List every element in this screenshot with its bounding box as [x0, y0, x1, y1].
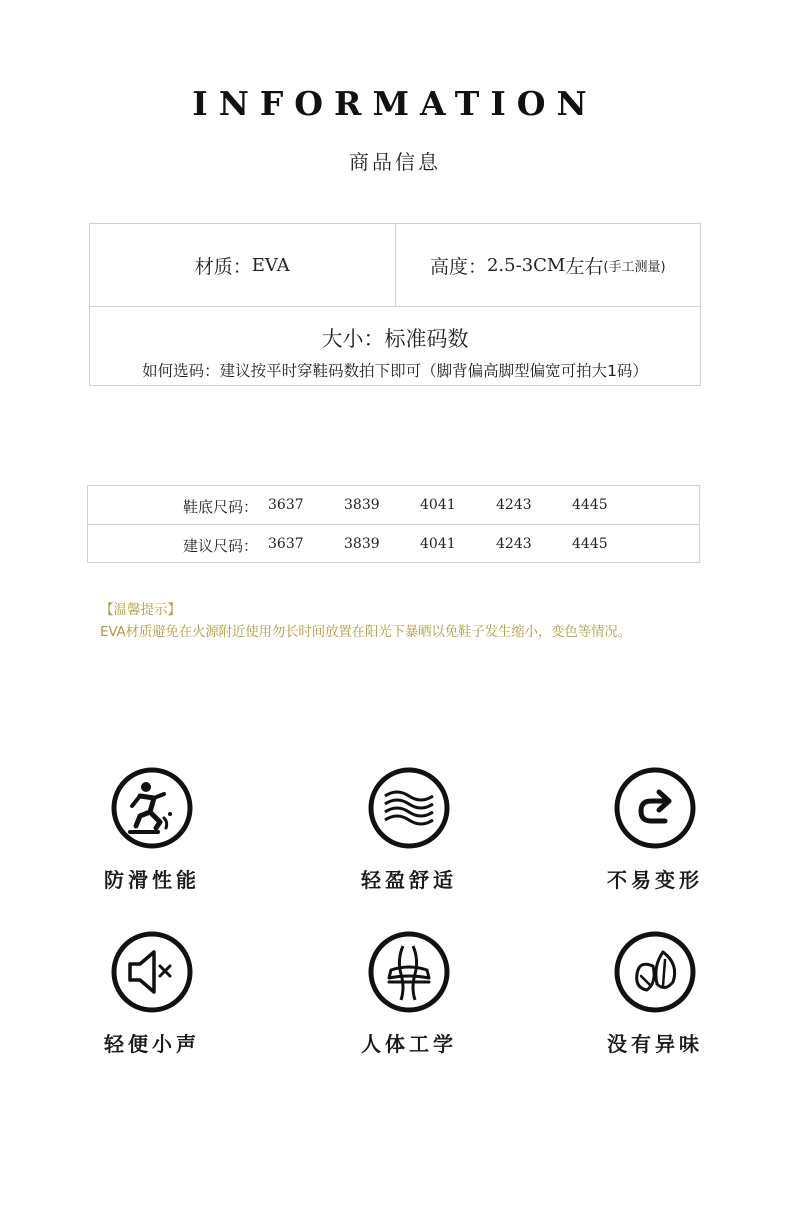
tip-text: EVA材质避免在火源附近使用勿长时间放置在阳光下暴晒以免鞋子发生缩小，变色等情况。	[100, 624, 631, 640]
info-row-size	[90, 323, 700, 381]
size-cell: 3637	[268, 536, 304, 552]
feature-label: 轻便小声	[104, 1032, 200, 1056]
tip-title: 【温馨提示】	[100, 602, 181, 618]
leaves-icon	[613, 930, 697, 1014]
return-arrow-icon	[613, 766, 697, 850]
size-cell: 3839	[344, 536, 380, 552]
info-table	[89, 223, 701, 386]
info-row-material-height	[90, 224, 700, 307]
size-cell: 3637	[268, 497, 304, 513]
height-note: (手工测量)	[603, 259, 666, 275]
material-value: EVA	[251, 254, 290, 276]
slip-person-icon	[110, 766, 194, 850]
feature-quiet	[82, 930, 222, 1057]
feature-anti-slip	[82, 766, 222, 893]
size-cell: 4243	[496, 536, 532, 552]
size-cell: 4041	[420, 536, 456, 552]
page-subtitle: 商品信息	[349, 150, 441, 174]
size-cell: 4243	[496, 497, 532, 513]
height-label: 高度：	[429, 255, 487, 278]
feature-label: 防滑性能	[104, 868, 200, 892]
feature-label: 轻盈舒适	[361, 868, 457, 892]
size-cell: 4445	[572, 497, 608, 513]
material-cell	[90, 224, 396, 306]
height-value: 2.5-3CM	[486, 254, 566, 276]
feature-label: 人体工学	[361, 1032, 457, 1056]
material-label: 材质：	[194, 255, 252, 278]
feature-odorless	[585, 930, 725, 1057]
table-row	[88, 525, 699, 563]
feature-label: 不易变形	[607, 868, 703, 892]
recommended-size-label: 建议尺码：	[183, 537, 259, 555]
page-title: INFORMATION	[192, 84, 598, 123]
speaker-mute-icon	[110, 930, 194, 1014]
sole-size-label: 鞋底尺码：	[183, 498, 259, 516]
table-row	[88, 486, 699, 525]
feature-ergonomic	[339, 930, 479, 1057]
height-cell	[396, 224, 701, 306]
size-tip: 如何选码：建议按平时穿鞋码数拍下即可（脚背偏高脚型偏宽可拍大1码）	[142, 362, 648, 380]
foot-arch-icon	[367, 930, 451, 1014]
size-cell: 4445	[572, 536, 608, 552]
height-suffix: 左右	[565, 255, 604, 278]
size-table	[87, 485, 700, 563]
waves-icon	[367, 766, 451, 850]
feature-lightweight	[339, 766, 479, 893]
feature-label: 没有异味	[607, 1032, 703, 1056]
size-cell: 4041	[420, 497, 456, 513]
size-cell: 3839	[344, 497, 380, 513]
feature-no-deform	[585, 766, 725, 893]
size-title: 大小：标准码数	[321, 327, 469, 351]
